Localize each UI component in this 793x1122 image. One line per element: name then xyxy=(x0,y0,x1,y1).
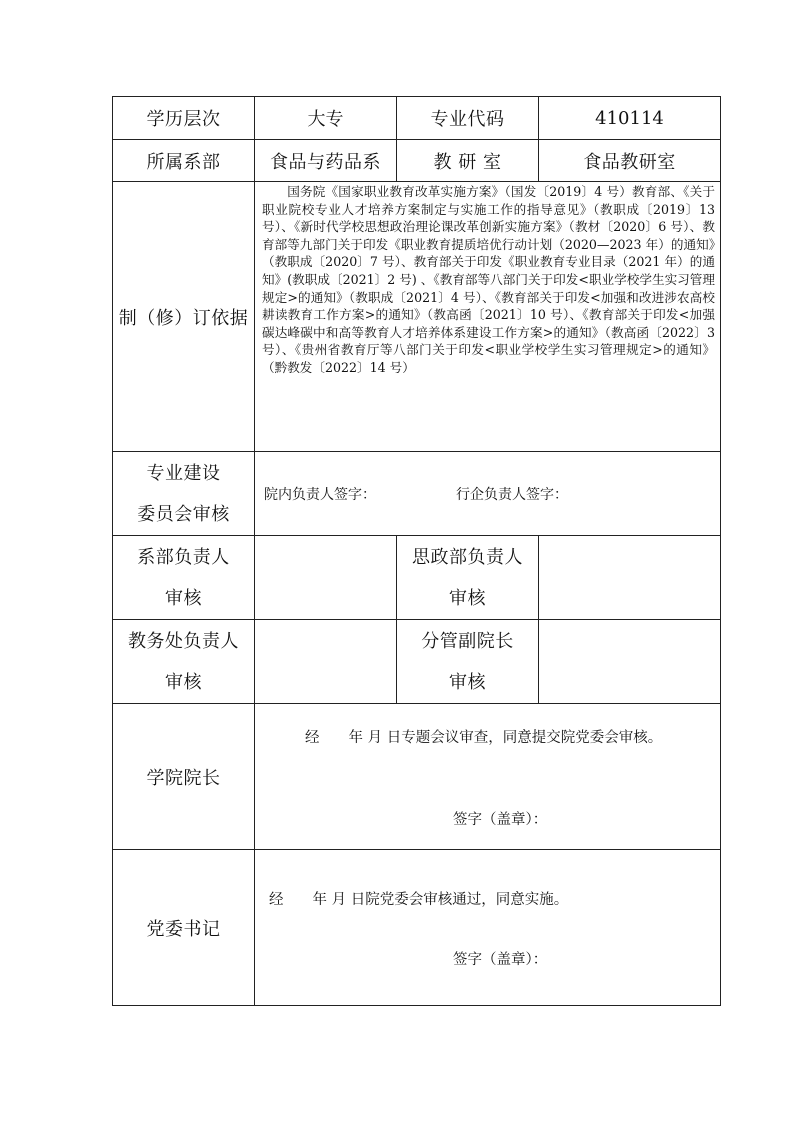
code-label: 专业代码 xyxy=(397,97,539,140)
row-basis xyxy=(113,182,721,452)
row-committee xyxy=(113,452,721,536)
vice-president-label xyxy=(397,620,539,704)
level-value: 大专 xyxy=(255,97,397,140)
basis-text: 国务院《国家职业教育改革实施方案》（国发〔2019〕4 号）教育部、《关于职业院校专业人才培养方案制定与实施工作的指导意见》（教职成〔2019〕13 号）、《新时代学校思想政治理论课改革创新实施方案》（教材〔2020〕6 号）、教育部等九部门关于印发《职业教育提质培优行动计划（2020—2023 年）的通知》（教职成〔2020〕7 号）、教育部关于印发《职业教育专业目录（2021 年）的通知》(教职成〔2021〕2 号) 、《教育部等八部门关于印发<职业学校学生实习管理规定>的通知》（教职成〔2021〕4 号）、《教育部关于印发<加强和改进涉农高校耕读教育工作方案>的通知》（教高函〔2021〕10 号）、《教育部关于印发<加强碳达峰碳中和高等教育人才培养体系建设工作方案>的通知》（教高函〔2022〕3 号）、《贵州省教育厅等八部门关于印发<职业学校学生实习管理规定>的通知》（黔教发〔2022〕14 号） xyxy=(262,184,715,375)
row-level-code xyxy=(113,97,721,140)
vice-president-signature-cell[interactable] xyxy=(539,620,721,704)
approval-form-table xyxy=(112,96,721,1006)
code-value: 410114 xyxy=(539,97,721,140)
committee-label-line1: 专业建设 xyxy=(146,462,221,484)
row-president xyxy=(113,704,721,850)
vice-president-label-line1: 分管副院长 xyxy=(421,630,514,652)
academic-head-label-line1: 教务处负责人 xyxy=(128,630,239,652)
vice-president-label-line2: 审核 xyxy=(449,671,486,693)
level-label: 学历层次 xyxy=(113,97,255,140)
basis-content xyxy=(255,182,721,452)
party-secretary-approval xyxy=(255,850,721,1006)
row-dept-office xyxy=(113,140,721,182)
internal-sign-label: 院内负责人签字： xyxy=(264,486,376,503)
dept-label: 所属系部 xyxy=(113,140,255,182)
dept-head-label-line2: 审核 xyxy=(165,587,202,609)
basis-label: 制（修）订依据 xyxy=(113,182,255,452)
ideology-head-signature-cell[interactable] xyxy=(539,536,721,620)
president-signature: 签字（盖章）： xyxy=(453,812,548,828)
office-value: 食品教研室 xyxy=(539,140,721,182)
academic-head-label-line2: 审核 xyxy=(165,671,202,693)
dept-value: 食品与药品系 xyxy=(255,140,397,182)
ideology-head-label xyxy=(397,536,539,620)
row-party-secretary xyxy=(113,850,721,1006)
ideology-head-label-line1: 思政部负责人 xyxy=(412,546,523,568)
dept-head-label-line1: 系部负责人 xyxy=(137,546,230,568)
academic-head-signature-cell[interactable] xyxy=(255,620,397,704)
party-secretary-statement: 经 年 月 日院党委会审核通过，同意实施。 xyxy=(269,892,569,908)
party-secretary-label: 党委书记 xyxy=(113,850,255,1006)
committee-label-line2: 委员会审核 xyxy=(137,503,230,525)
president-statement: 经 年 月 日专题会议审查，同意提交院党委会审核。 xyxy=(305,730,663,746)
industry-sign-label: 行企负责人签字： xyxy=(456,486,568,503)
committee-label xyxy=(113,452,255,536)
row-dept-ideology xyxy=(113,536,721,620)
ideology-head-label-line2: 审核 xyxy=(449,587,486,609)
president-approval xyxy=(255,704,721,850)
row-academic-vice xyxy=(113,620,721,704)
office-label: 教 研 室 xyxy=(397,140,539,182)
party-secretary-signature: 签字（盖章）： xyxy=(453,952,548,968)
committee-signatures xyxy=(255,452,721,536)
president-label: 学院院长 xyxy=(113,704,255,850)
academic-head-label xyxy=(113,620,255,704)
dept-head-signature-cell[interactable] xyxy=(255,536,397,620)
dept-head-label xyxy=(113,536,255,620)
